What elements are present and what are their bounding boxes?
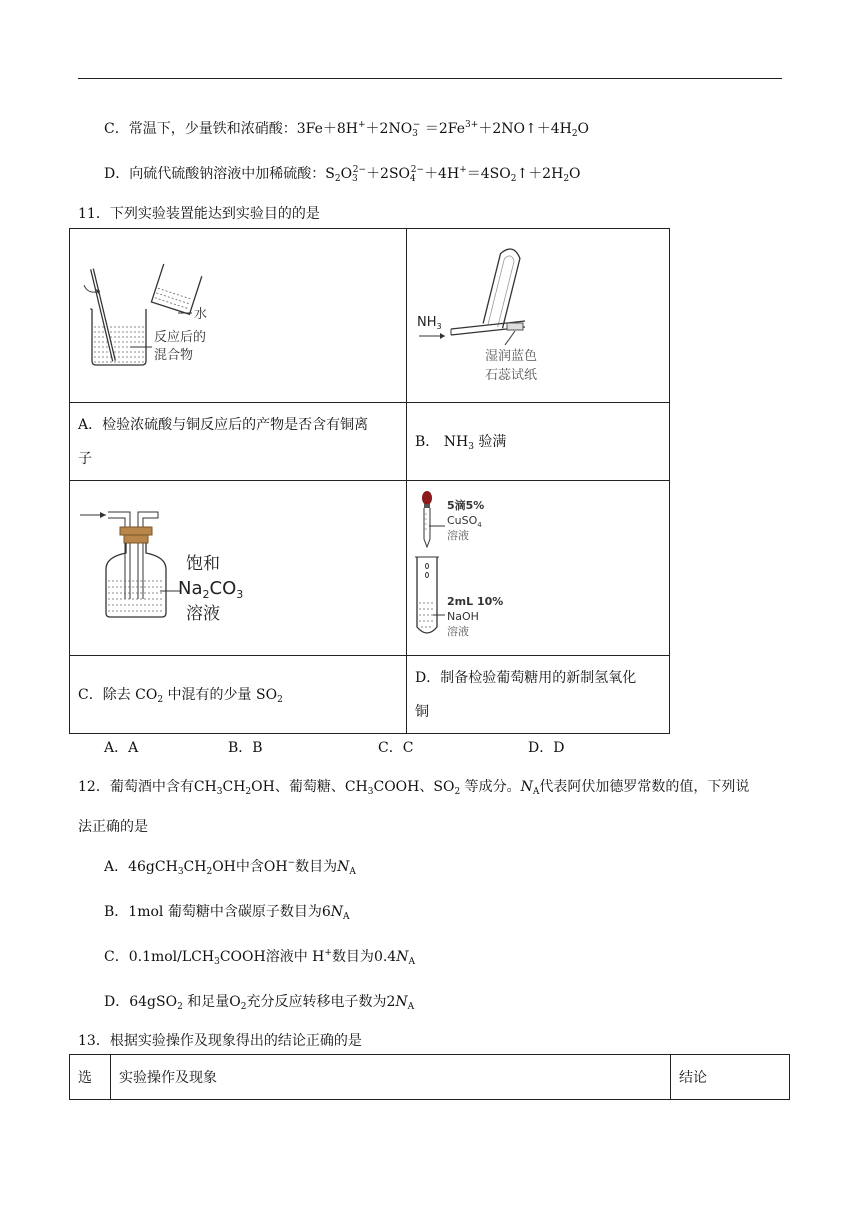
q12-stem: 12．葡萄酒中含有$CH_3CH_2OH$、葡萄糖、$CH_3COOH$、$SO_2$ 等成分。$N_A$代表阿伏加德罗常数的值，下列说 <box>78 779 750 797</box>
q10-option-d-label: D．向硫代硫酸钠溶液中加稀硫酸： <box>104 166 326 182</box>
q13-header-operation: 实验操作及现象 <box>111 1055 671 1100</box>
q12-option-c: C．$0.1mol/LCH_3COOH$溶液中 H+数目为$0.4N_A$ <box>104 948 415 967</box>
q13-header-conclusion: 结论 <box>671 1055 790 1100</box>
q11-answer-c: C．C <box>378 740 414 756</box>
q11-fig-c-label-2: $Na_2CO_3$ <box>178 578 244 601</box>
q11-caption-b: B． $NH_3$ 验满 <box>407 403 670 481</box>
q12-option-b: B．1mol 葡萄糖中含碳原子数目为$6N_A$ <box>104 904 350 922</box>
q13-stem: 13．根据实验操作及现象得出的结论正确的是 <box>78 1033 362 1049</box>
q11-caption-c: C．除去 $CO_2$ 中混有的少量 $SO_2$ <box>70 656 407 734</box>
q11-fig-d-tube-label-2: NaOH <box>447 610 479 623</box>
q11-fig-d-tube-label-3: 溶液 <box>447 625 469 638</box>
q10-option-c-equation: $3Fe+8H^++2NO_3^-$ $=2Fe^{3+}+2NO↑+4H_2O$ <box>296 120 590 139</box>
q11-figure-b-cell <box>407 229 670 403</box>
q11-figure-c-cell <box>70 481 407 656</box>
q11-figure-d-cell <box>407 481 670 656</box>
q11-fig-d-tube-label-1: 2mL 10% <box>447 595 504 608</box>
q11-fig-a-mixture-label-2: 混合物 <box>154 348 194 363</box>
q11-figure-c <box>70 481 406 651</box>
q11-stem: 11．下列实验装置能达到实验目的的是 <box>78 206 320 222</box>
q11-fig-d-drop-label-2: CuSO$_4$ <box>447 514 482 529</box>
q10-option-c <box>104 118 589 139</box>
q12-stem-line-2: 法正确的是 <box>78 819 148 835</box>
q11-fig-a-mixture-label-1: 反应后的 <box>154 330 207 345</box>
header-rule <box>78 78 782 79</box>
q11-caption-d: D．制备检验葡萄糖用的新制氢氧化 铜 <box>407 656 670 734</box>
q11-answer-b: B．B <box>228 740 263 756</box>
q11-fig-d-drop-label-3: 溶液 <box>447 529 469 542</box>
q13-header-option: 选 <box>70 1055 111 1100</box>
q11-figure-b <box>407 229 669 398</box>
q11-options-table <box>69 228 670 734</box>
q10-option-d-equation: $S_2O_3^{2-}+2SO_4^{2-}+4H^+=4SO_2↑+2H_2O$ <box>325 165 581 184</box>
q11-answer-d: D．D <box>528 740 565 756</box>
q12-option-d: D．64gSO$_2$ 和足量$O_2$充分反应转移电子数为$2N_A$ <box>104 994 415 1012</box>
q11-fig-d-drop-label-1: 5滴5% <box>447 499 485 512</box>
q11-fig-b-gas-label: $NH_3$ <box>417 315 442 331</box>
q11-figure-a-cell <box>70 229 407 403</box>
q13-table <box>69 1054 790 1100</box>
q11-fig-a-water-label: 水 <box>194 307 208 322</box>
q10-option-d <box>104 163 581 184</box>
q10-option-c-label: C．常温下，少量铁和浓硝酸： <box>104 121 297 137</box>
q11-fig-b-paper-label-2: 石蕊试纸 <box>485 368 538 383</box>
q11-fig-c-label-1: 饱和 <box>186 554 220 574</box>
q11-caption-a: A．检验浓硫酸与铜反应后的产物是否含有铜离 子 <box>70 403 407 481</box>
q11-figure-a <box>70 229 406 398</box>
q11-fig-c-label-3: 溶液 <box>186 604 220 624</box>
q12-option-a: A．$46gCH_3CH_2OH$中含OH−数目为$N_A$ <box>104 858 356 877</box>
q11-figure-d <box>407 481 669 651</box>
q11-fig-b-paper-label-1: 湿润蓝色 <box>485 349 538 364</box>
q11-answer-a: A．A <box>104 740 139 756</box>
